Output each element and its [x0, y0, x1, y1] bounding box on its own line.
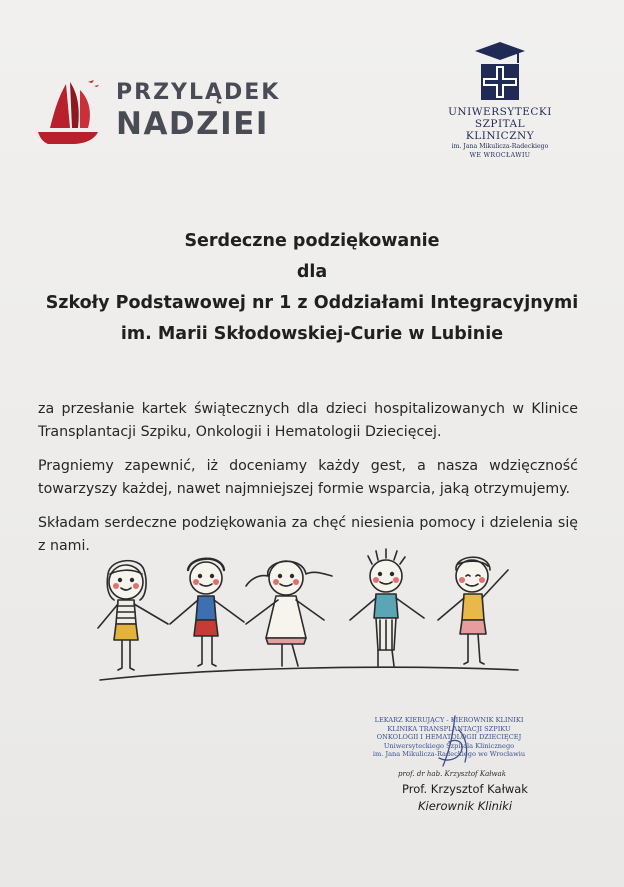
stamp-line5: im. Jana Mikulicza-Radeckiego we Wrocławiu [372, 750, 526, 758]
hospital-logo [440, 40, 560, 160]
handwritten-signature-icon [425, 712, 485, 772]
hospital-name-line3: im. Jana Mikulicza-Radeckiego [451, 143, 549, 150]
hospital-emblem-icon [473, 40, 527, 102]
logo-left-line2: NADZIEI [116, 106, 269, 142]
signature-stamp-name: prof. dr hab. Krzysztof Kałwak [398, 770, 506, 778]
sailboat-icon [36, 76, 106, 148]
hospital-name-line1: UNIWERSYTECKI [448, 106, 552, 118]
stamp-line1: LEKARZ KIERUJĄCY - KIEROWNIK KLINIKI [374, 716, 524, 724]
children-holding-hands-illustration [88, 540, 528, 690]
letter-heading [0, 226, 624, 350]
hospital-name-line4: WE WROCŁAWIU [469, 152, 531, 159]
heading-line4: im. Marii Skłodowskiej-Curie w Lubinie [120, 324, 504, 344]
signatory-role: Kierownik Kliniki [417, 799, 513, 813]
przyladek-nadziei-logo [36, 76, 286, 156]
stamp-line3: ONKOLOGII I HEMATOLOGII DZIECIĘCEJ [376, 733, 522, 741]
body-paragraph-3: Składam serdeczne podziękowania za chęć niesienia pomocy i dzielenia się z nami. [38, 515, 578, 554]
body-paragraph-1: za przesłanie kartek świątecznych dla dzieci hospitalizowanych w Klinice Transplantacji Szpiku, Onkologii i Hematologii Dziecięcej. [38, 401, 578, 440]
heading-line2: dla [296, 262, 328, 282]
signature-block [380, 770, 550, 813]
stamp-line4: Uniwersyteckiego Szpitala Klinicznego [383, 741, 515, 750]
body-paragraph-2: Pragniemy zapewnić, iż doceniamy każdy gest, a nasza wdzięczność towarzyszy każdej, nawet najmniejszej formie wsparcia, jaką otrzymujemy. [38, 458, 578, 497]
heading-line1: Serdeczne podziękowanie [184, 231, 440, 251]
hospital-name-line2: SZPITAL KLINICZNY [465, 118, 535, 142]
stamp-line2: KLINIKA TRANSPLANTACJI SZPIKU [387, 724, 511, 733]
logo-left-line1: PRZYLĄDEK [116, 80, 281, 105]
signatory-name: Prof. Krzysztof Kałwak [402, 782, 528, 796]
heading-line3: Szkoły Podstawowej nr 1 z Oddziałami Integracyjnymi [45, 293, 579, 313]
